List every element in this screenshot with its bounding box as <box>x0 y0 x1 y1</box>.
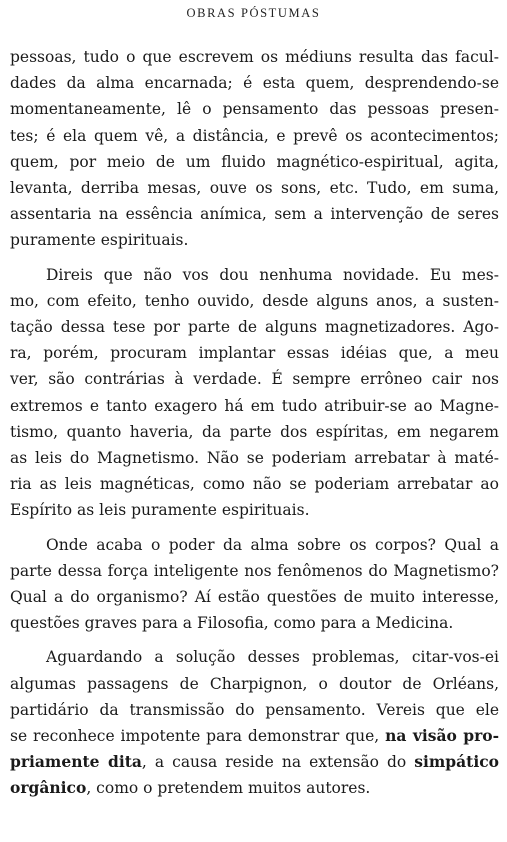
bold-phrase: orgânico <box>10 778 87 798</box>
paragraph-4 <box>10 644 499 801</box>
bold-phrase: priamente dita <box>10 752 142 772</box>
text-line: tismo, quanto haveria, da parte dos espíritas, em negarem <box>10 422 499 441</box>
text-line: levanta, derriba mesas, ouve os sons, etc. Tudo, em suma, <box>10 179 499 198</box>
paragraph-1 <box>10 44 499 254</box>
paragraph-3 <box>10 532 499 637</box>
text-line: ver, são contrárias à verdade. É sempre errôneo cair nos <box>10 370 499 389</box>
text-line: assentaria na essência anímica, sem a intervenção de seres <box>10 205 499 224</box>
text-line <box>10 775 499 801</box>
text-run: , a causa reside na extensão do <box>141 753 415 772</box>
text-run: se reconhece impotente para demonstrar que, <box>10 727 386 746</box>
running-head: OBRAS PÓSTUMAS <box>186 6 321 20</box>
text-line: quem, por meio de um fluido magnético-espiritual, agita, <box>10 152 499 171</box>
text-line: extremos e tanto exagero há em tudo atribuir-se ao Magne- <box>10 396 499 415</box>
bold-phrase: simpático <box>414 752 499 772</box>
text-line: ria as leis magnéticas, como não se poderiam arrebatar ao <box>10 475 499 494</box>
text-line: Onde acaba o poder da alma sobre os corpos? Qual a <box>46 535 499 554</box>
text-line: Espírito as leis puramente espirituais. <box>10 501 310 520</box>
text-line <box>10 749 499 775</box>
body-text <box>10 44 499 802</box>
text-line: ra, porém, procuram implantar essas idéias que, a meu <box>10 344 499 363</box>
text-line: as leis do Magnetismo. Não se poderiam arrebatar à maté- <box>10 449 499 468</box>
bold-phrase: na visão pro- <box>385 726 500 746</box>
text-line: dades da alma encarnada; é esta quem, desprendendo-se <box>10 74 499 93</box>
text-line: questões graves para a Filosofia, como para a Medicina. <box>10 614 454 633</box>
text-line: momentaneamente, lê o pensamento das pessoas presen- <box>10 100 499 119</box>
text-line: tação dessa tese por parte de alguns magnetizadores. Ago- <box>10 318 499 337</box>
text-line: Direis que não vos dou nenhuma novidade. Eu mes- <box>46 265 499 284</box>
text-line: algumas passagens de Charpignon, o doutor de Orléans, <box>10 674 499 693</box>
text-line: Qual a do organismo? Aí estão questões de muito interesse, <box>10 588 499 607</box>
text-line: pessoas, tudo o que escrevem os médiuns resulta das facul- <box>10 48 499 66</box>
text-run: , como o pretendem muitos autores. <box>86 779 371 798</box>
text-line: partidário da transmissão do pensamento. Vereis que ele <box>10 700 499 719</box>
text-line: parte dessa força inteligente nos fenômenos do Magnetismo? <box>10 561 499 580</box>
text-line: Aguardando a solução desses problemas, citar-vos-ei <box>46 648 499 667</box>
text-line: mo, com efeito, tenho ouvido, desde alguns anos, a susten- <box>10 291 499 310</box>
text-line: puramente espirituais. <box>10 231 189 250</box>
paragraph-2 <box>10 262 499 524</box>
text-line <box>10 723 499 749</box>
text-line: tes; é ela quem vê, a distância, e prevê os acontecimentos; <box>10 126 499 145</box>
